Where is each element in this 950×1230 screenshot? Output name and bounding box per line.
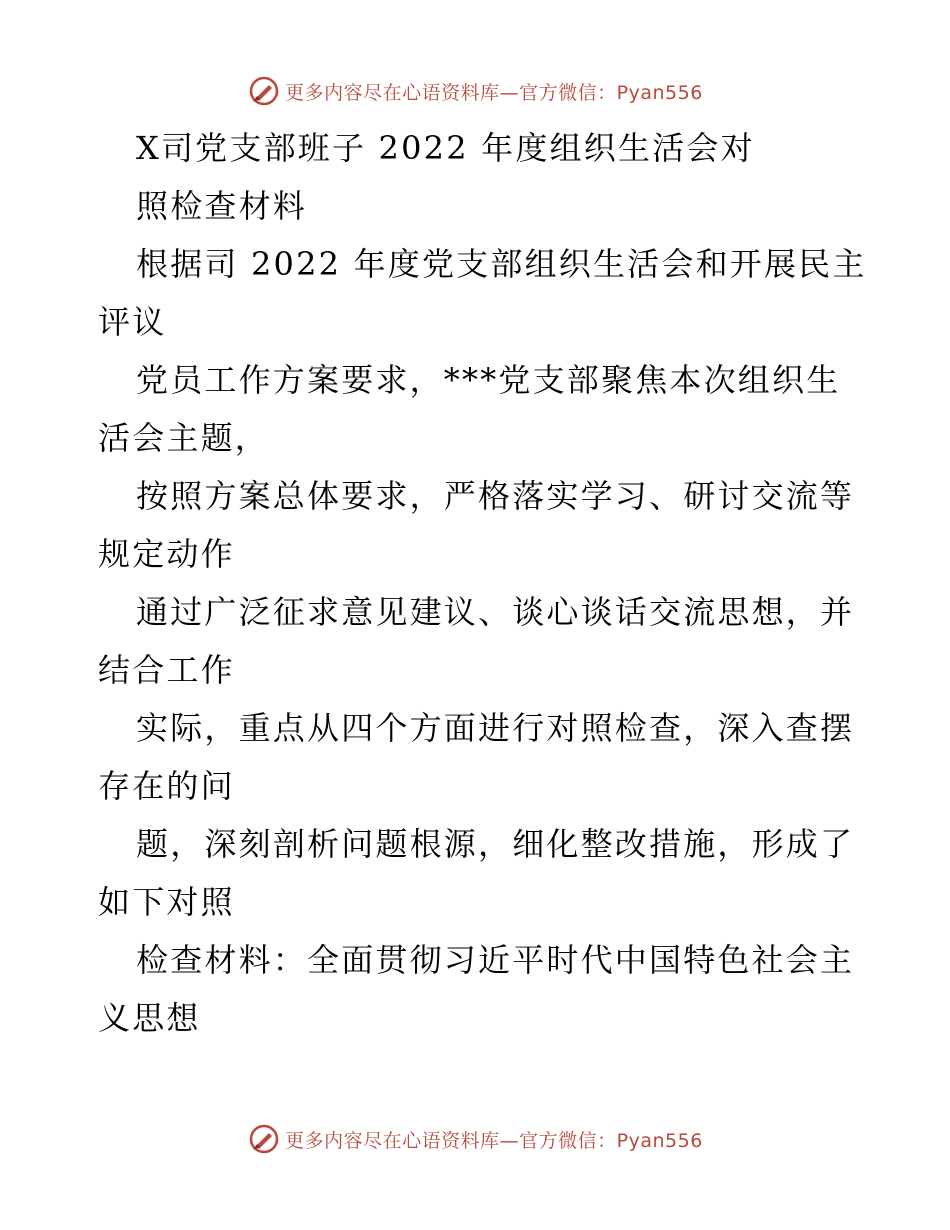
text-line: 义思想 bbox=[98, 999, 201, 1037]
text-line: 规定动作 bbox=[98, 535, 235, 573]
text-line: 评议 bbox=[98, 303, 167, 341]
pen-logo-icon bbox=[247, 74, 281, 108]
text-line: 如下对照 bbox=[98, 883, 235, 921]
footer-banner bbox=[0, 1119, 950, 1159]
text-line: 按照方案总体要求，严格落实学习、研讨交流等 bbox=[136, 477, 855, 515]
text-line: 题，深刻剖析问题根源，细化整改措施，形成了 bbox=[136, 825, 855, 863]
text-line: 实际，重点从四个方面进行对照检查，深入查摆 bbox=[136, 709, 855, 747]
banner-text: 更多内容尽在心语资料库—官方微信：Pyan556 bbox=[285, 1129, 703, 1152]
banner-text: 更多内容尽在心语资料库—官方微信：Pyan556 bbox=[285, 81, 703, 104]
text-line: 照检查材料 bbox=[136, 187, 308, 225]
pen-logo-icon bbox=[247, 1122, 281, 1156]
text-line: 党员工作方案要求，***党支部聚焦本次组织生 bbox=[136, 361, 841, 399]
header-banner bbox=[0, 71, 950, 111]
text-line: 结合工作 bbox=[98, 651, 235, 689]
text-line: 根据司 2022 年度党支部组织生活会和开展民主 bbox=[136, 245, 867, 283]
text-line: 通过广泛征求意见建议、谈心谈话交流思想，并 bbox=[136, 593, 855, 631]
text-line: X司党支部班子 2022 年度组织生活会对 bbox=[136, 129, 755, 167]
text-line: 检查材料：全面贯彻习近平时代中国特色社会主 bbox=[136, 941, 855, 979]
text-line: 存在的问 bbox=[98, 767, 235, 805]
text-line: 活会主题， bbox=[98, 419, 270, 457]
document-body bbox=[98, 119, 867, 1047]
